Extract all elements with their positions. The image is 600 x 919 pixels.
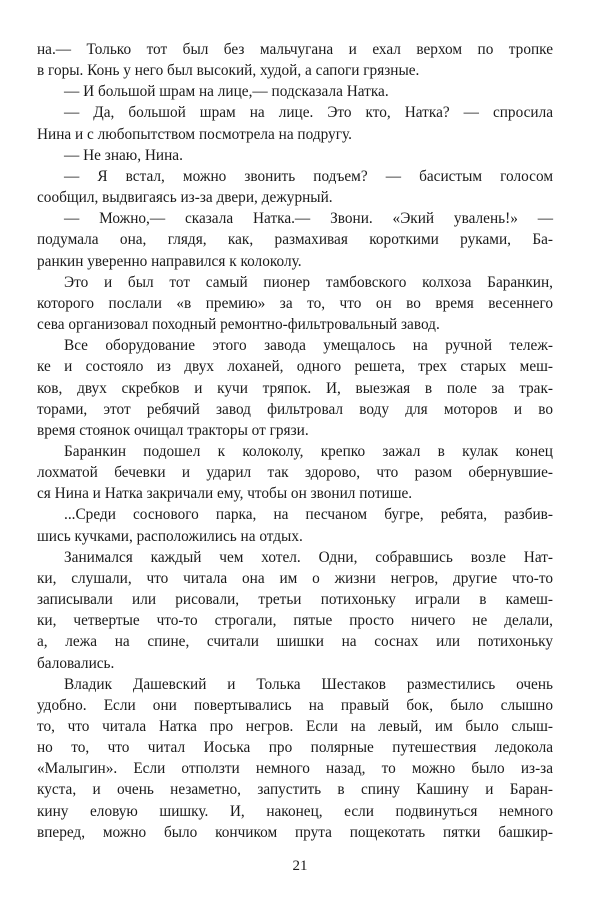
- text-line: Нина и с любопытством посмотрела на подругу.: [37, 125, 352, 143]
- text-line: Занимался каждый чем хотел. Одни, собравшись возле Нат-: [64, 548, 553, 566]
- text-line: — Я встал, можно звонить подъем? — басистым голосом: [64, 167, 553, 185]
- text-line: ке и состояло из двух лоханей, одного решета, трех старых меш-: [37, 358, 553, 376]
- text-line: записывали или рисовали, третьи потихоньку играли в камеш-: [37, 591, 553, 609]
- text-line: сева организовал походный ремонтно-фильтровальный завод.: [37, 316, 440, 334]
- text-line: — И большой шрам на лице,— подсказала Натка.: [64, 83, 389, 101]
- text-line: сообщил, выдвигаясь из-за двери, дежурный.: [37, 189, 333, 207]
- text-line: но то, что читал Иоська про полярные путешествия ледокола: [37, 739, 553, 757]
- text-line: ки, четвертые что-то строгали, пятые просто ничего не делали,: [37, 612, 553, 630]
- text-line: Все оборудование этого завода умещалось на ручной тележ-: [64, 337, 553, 355]
- text-line: баловались.: [37, 654, 115, 672]
- page-text: [37, 39, 553, 843]
- page-number: 21: [292, 858, 308, 874]
- text-line: ки, слушали, что читала она им о жизни негров, другие что-то: [37, 569, 553, 587]
- text-line: на.— Только тот был без мальчугана и ехал верхом по тропке: [37, 41, 553, 58]
- text-line: подумала она, глядя, как, размахивая короткими руками, Ба-: [37, 231, 553, 249]
- text-line: а, лежа на спине, считали шишки на соснах или потихоньку: [37, 633, 553, 651]
- text-line: лохматой бечевки и ударил так здорово, что разом обернувшие-: [37, 464, 553, 482]
- text-line: кину еловую шишку. И, наконец, если подвинуться немного: [37, 802, 553, 820]
- text-line: — Можно,— сказала Натка.— Звони. «Экий увалень!» —: [64, 210, 553, 228]
- text-line: «Малыгин». Если отползти немного назад, то можно было из-за: [37, 760, 553, 778]
- text-line: Баранкин подошел к колоколу, крепко зажал в кулак конец: [64, 442, 553, 460]
- text-line: ...Среди соснового парка, на песчаном бугре, ребята, разбив-: [64, 506, 553, 524]
- text-line: ранкин уверенно направился к колоколу.: [37, 252, 302, 270]
- text-line: куста, и очень незаметно, запустить в спину Кашину и Баран-: [37, 781, 553, 799]
- text-line: время стоянок очищал тракторы от грязи.: [37, 421, 309, 439]
- text-line: — Да, большой шрам на лице. Это кто, Натка? — спросила: [64, 104, 553, 122]
- text-line: в горы. Конь у него был высокий, худой, а сапоги грязные.: [37, 62, 420, 80]
- text-line: которого послали «в премию» за то, что он во время весеннего: [37, 294, 553, 312]
- text-line: удобно. Если они повертывались на правый бок, было слышно: [37, 696, 553, 714]
- text-line: то, что читала Натка про негров. Если на левый, им было слыш-: [37, 718, 553, 735]
- text-line: Это и был тот самый пионер тамбовского колхоза Баранкин,: [64, 273, 553, 291]
- text-line: Владик Дашевский и Толька Шестаков разместились очень: [64, 675, 553, 693]
- text-line: ся Нина и Натка закричали ему, чтобы он звонил потише.: [37, 485, 413, 503]
- text-line: шись кучками, расположились на отдых.: [37, 527, 303, 545]
- text-line: ков, двух скребков и кучи тряпок. И, выезжая в поле за трак-: [37, 379, 553, 397]
- text-line: — Не знаю, Нина.: [64, 146, 183, 164]
- text-line: торами, этот ребячий завод фильтровал воду для моторов и во: [37, 400, 553, 418]
- text-line: вперед, можно было кончиком прута пощекотать пятки башкир-: [37, 823, 553, 841]
